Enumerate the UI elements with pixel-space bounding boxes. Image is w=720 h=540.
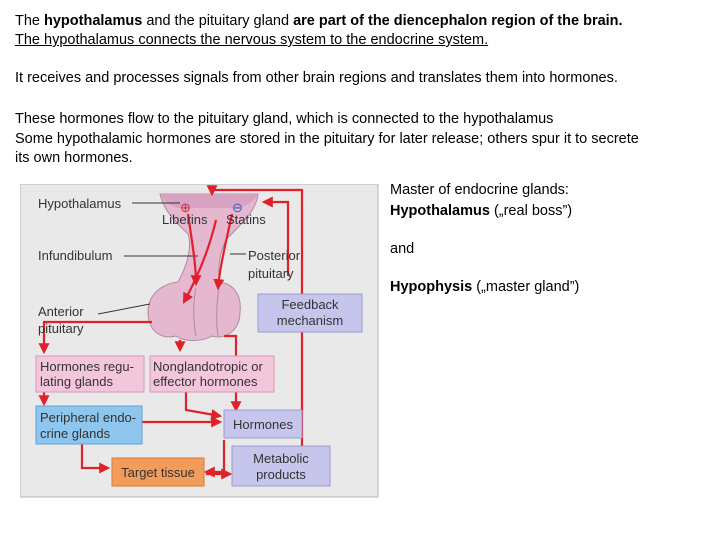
paragraph-3-line-1: These hormones flow to the pituitary gland, which is connected to the hypothalamus — [15, 111, 554, 127]
hypothalamus-pituitary-diagram — [20, 184, 380, 500]
intro-text: The — [15, 13, 45, 29]
side-hypothalamus-bold: Hypothalamus — [390, 203, 490, 219]
plus-icon: ⊕ — [180, 200, 191, 215]
side-hypophysis — [390, 278, 579, 297]
label-statins: Statins — [226, 212, 266, 227]
paragraph-3-line-2: Some hypothalamic hormones are stored in the pituitary for later release; others spur it to secrete — [15, 131, 639, 147]
side-hypothalamus — [390, 202, 572, 221]
label-metab-2: products — [256, 467, 306, 482]
label-hypothalamus: Hypothalamus — [38, 196, 122, 211]
label-reg-1: Hormones regu- — [40, 359, 134, 374]
side-hypophysis-bold: Hypophysis — [390, 279, 473, 295]
label-hormones: Hormones — [233, 417, 293, 432]
side-master: Master of endocrine glands: — [390, 182, 569, 198]
minus-icon: ⊖ — [232, 200, 243, 215]
label-nonglan-1: Nonglandotropic or — [153, 359, 263, 374]
label-posterior-1: Posterior — [248, 248, 301, 263]
label-liberins: Liberins — [162, 212, 208, 227]
side-hypophysis-note: („master gland”) — [472, 279, 580, 295]
label-posterior-2: pituitary — [248, 266, 294, 281]
label-anterior-1: Anterior — [38, 304, 84, 319]
side-hypothalamus-note: („real boss”) — [489, 203, 573, 219]
label-feedback-1: Feedback — [281, 297, 339, 312]
label-periph-2: crine glands — [40, 426, 111, 441]
label-metab-1: Metabolic — [253, 451, 309, 466]
intro-line-2: The hypothalamus connects the nervous system to the endocrine system. — [15, 32, 489, 48]
label-feedback-2: mechanism — [276, 313, 344, 328]
intro-bold-hypothalamus: hypothalamus — [44, 13, 143, 29]
label-anterior-2: pituitary — [38, 321, 84, 336]
intro-text: and the pituitary gland — [142, 13, 294, 29]
label-nonglan-2: effector hormones — [153, 374, 258, 389]
side-and: and — [390, 241, 415, 257]
paragraph-3-line-3: its own hormones. — [15, 150, 133, 166]
intro-line-1 — [15, 12, 623, 31]
intro-bold-diencephalon: are part of the diencephalon region of the brain. — [293, 13, 623, 29]
label-periph-1: Peripheral endo- — [40, 410, 137, 425]
label-reg-2: lating glands — [40, 374, 113, 389]
paragraph-2: It receives and processes signals from other brain regions and translates them into hormones. — [15, 70, 618, 86]
label-infundibulum: Infundibulum — [38, 248, 113, 263]
label-target: Target tissue — [121, 465, 195, 480]
